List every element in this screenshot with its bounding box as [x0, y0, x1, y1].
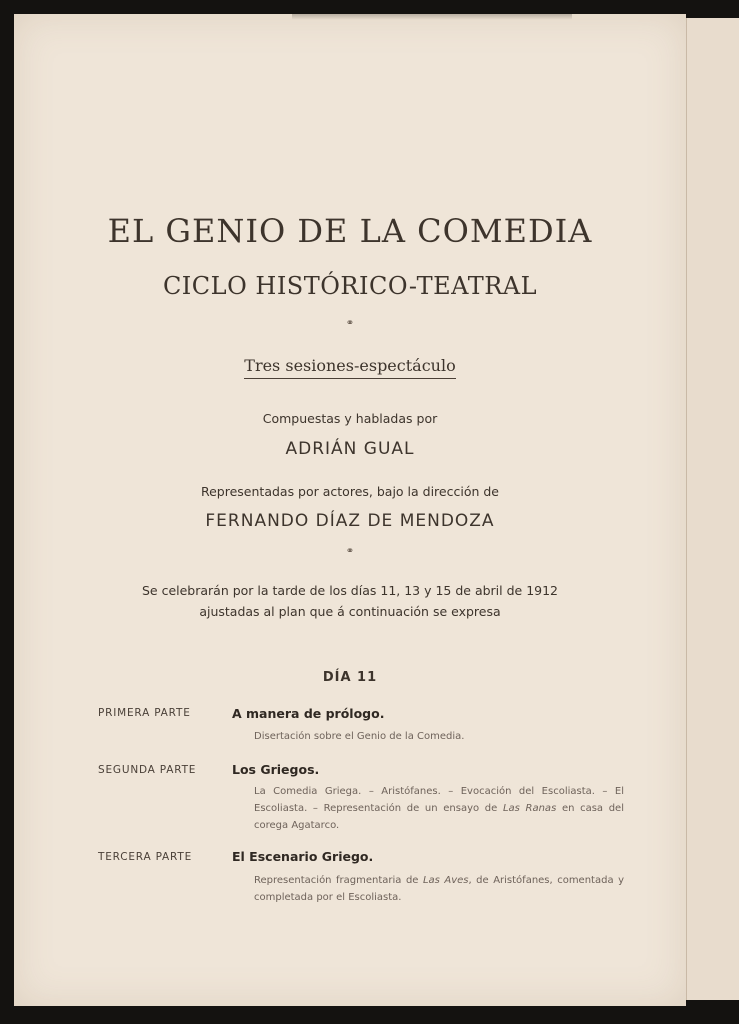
- dates-line-2: ajustadas al plan que á continuación se expresa: [199, 604, 501, 619]
- page-tear: [292, 14, 572, 20]
- sessions-heading: Tres sesiones-espectáculo: [244, 356, 455, 379]
- director-name: FERNANDO DÍAZ DE MENDOZA: [205, 511, 495, 531]
- dates-line-1: Se celebrarán por la tarde de los días 11, 13 y 15 de abril de 1912: [141, 583, 559, 598]
- desc-text: La Comedia Griega. – Aristófanes. – Evocación del Escoliasta. – El Escoliasta. – Representación de un ensayo de: [254, 786, 624, 814]
- part-label: SEGUNDA PARTE: [98, 764, 197, 776]
- author-name: ADRIÁN GUAL: [285, 439, 415, 459]
- ornament-icon: ⚭: [345, 546, 355, 557]
- part-description: Disertación sobre el Genio de la Comedia.: [254, 731, 465, 742]
- desc-text: en casa del corega Agatarco.: [254, 803, 624, 831]
- ornament-icon: ⚭: [345, 318, 355, 329]
- part-label: TERCERA PARTE: [98, 851, 192, 863]
- play-title: Las Ranas: [502, 803, 557, 814]
- part-title: Los Griegos.: [232, 762, 320, 777]
- part-title: El Escenario Griego.: [232, 849, 374, 864]
- sessions-heading-wrap: [14, 356, 686, 379]
- next-page-edge: [686, 18, 739, 1000]
- part-description: [254, 783, 624, 834]
- day-heading: DÍA 11: [322, 670, 378, 685]
- part-description: [254, 872, 624, 906]
- represented-by: Representadas por actores, bajo la dirección de: [200, 484, 499, 499]
- play-title: Las Aves: [422, 875, 469, 886]
- part-title: A manera de prólogo.: [232, 706, 385, 721]
- part-label: PRIMERA PARTE: [98, 707, 191, 719]
- desc-text: , de Aristófanes, comentada y completada por el Escoliasta.: [254, 875, 624, 903]
- main-title: EL GENIO DE LA COMEDIA: [107, 212, 593, 250]
- desc-text: Representación fragmentaria de: [254, 875, 423, 886]
- composed-by: Compuestas y habladas por: [262, 411, 438, 426]
- subtitle: CICLO HISTÓRICO-TEATRAL: [162, 272, 538, 300]
